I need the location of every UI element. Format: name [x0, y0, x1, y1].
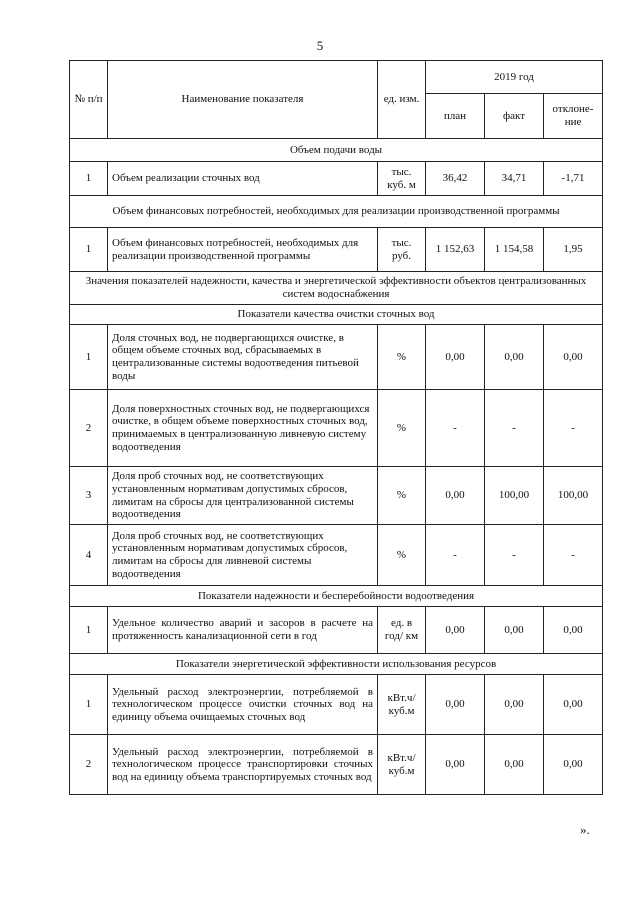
row-unit: ед. в год/ км [378, 607, 426, 654]
row-num: 2 [70, 390, 108, 467]
row-fact: 0,00 [485, 735, 544, 795]
header-deviation: отклоне-ние [544, 94, 603, 139]
row-deviation: 1,95 [544, 228, 603, 272]
header-plan: план [426, 94, 485, 139]
row-plan: 0,00 [426, 467, 485, 525]
row-unit: тыс. руб. [378, 228, 426, 272]
row-num: 1 [70, 607, 108, 654]
header-year: 2019 год [426, 61, 603, 94]
row-unit: кВт.ч/ куб.м [378, 675, 426, 735]
header-name: Наименование показателя [108, 61, 378, 139]
row-plan: 1 152,63 [426, 228, 485, 272]
row-fact: 0,00 [485, 607, 544, 654]
row-num: 4 [70, 525, 108, 586]
header-fact: факт [485, 94, 544, 139]
row-unit: % [378, 525, 426, 586]
closing-quote-mark: ». [580, 822, 590, 837]
row-name: Доля сточных вод, не подвергающихся очистке, в общем объеме сточных вод, сбрасываемых в централизованные системы водоотведения питьевой воды [108, 325, 378, 390]
row-fact: 0,00 [485, 675, 544, 735]
row-deviation: - [544, 525, 603, 586]
row-deviation: 0,00 [544, 325, 603, 390]
section-reliability-values: Значения показателей надежности, качества и энергетической эффективности объектов централизованных систем водоснабжения [70, 272, 603, 305]
row-name: Доля проб сточных вод, не соответствующих установленным нормативам допустимых сбросов, лимитам на сбросы для централизованной системы водоотведения [108, 467, 378, 525]
row-num: 1 [70, 675, 108, 735]
row-plan: 36,42 [426, 162, 485, 196]
row-name: Удельный расход электроэнергии, потребляемой в технологическом процессе транспортировки сточных вод на единицу объема транспортируемых сточных вод [108, 735, 378, 795]
row-unit: тыс. куб. м [378, 162, 426, 196]
section-water-supply: Объем подачи воды [70, 139, 603, 162]
row-fact: 0,00 [485, 325, 544, 390]
row-fact: 34,71 [485, 162, 544, 196]
header-num: № п/п [70, 61, 108, 139]
row-plan: - [426, 390, 485, 467]
row-name: Доля проб сточных вод, не соответствующих установленным нормативам допустимых сбросов, лимитам на сбросы для ливневой системы водоотведения [108, 525, 378, 586]
row-num: 1 [70, 325, 108, 390]
header-unit: ед. изм. [378, 61, 426, 139]
row-unit: кВт.ч/ куб.м [378, 735, 426, 795]
row-plan: 0,00 [426, 607, 485, 654]
row-num: 2 [70, 735, 108, 795]
page-number: 5 [316, 38, 324, 53]
row-unit: % [378, 467, 426, 525]
row-fact: 1 154,58 [485, 228, 544, 272]
row-name: Удельный расход электроэнергии, потребляемой в технологическом процессе очистки сточных вод на единицу объема очищаемых сточных вод [108, 675, 378, 735]
row-unit: % [378, 390, 426, 467]
row-deviation: - [544, 390, 603, 467]
row-plan: 0,00 [426, 325, 485, 390]
row-num: 1 [70, 162, 108, 196]
row-name: Доля поверхностных сточных вод, не подвергающихся очистке, в общем объеме поверхностных сточных вод, принимаемых в централизованную ливневую систему водоотведения [108, 390, 378, 467]
section-financial-needs: Объем финансовых потребностей, необходимых для реализации производственной программы [70, 196, 603, 228]
row-plan: - [426, 525, 485, 586]
row-name: Удельное количество аварий и засоров в расчете на протяженность канализационной сети в год [108, 607, 378, 654]
row-plan: 0,00 [426, 675, 485, 735]
row-name: Объем реализации сточных вод [108, 162, 378, 196]
row-deviation: 0,00 [544, 607, 603, 654]
row-deviation: 0,00 [544, 675, 603, 735]
row-deviation: -1,71 [544, 162, 603, 196]
section-treatment-quality: Показатели качества очистки сточных вод [70, 305, 603, 325]
row-deviation: 100,00 [544, 467, 603, 525]
row-fact: 100,00 [485, 467, 544, 525]
row-deviation: 0,00 [544, 735, 603, 795]
row-fact: - [485, 525, 544, 586]
row-unit: % [378, 325, 426, 390]
row-fact: - [485, 390, 544, 467]
row-plan: 0,00 [426, 735, 485, 795]
row-name: Объем финансовых потребностей, необходимых для реализации производственной программы [108, 228, 378, 272]
indicators-table [69, 60, 603, 795]
row-num: 1 [70, 228, 108, 272]
section-energy-efficiency: Показатели энергетической эффективности использования ресурсов [70, 654, 603, 675]
row-num: 3 [70, 467, 108, 525]
section-reliability: Показатели надежности и бесперебойности водоотведения [70, 586, 603, 607]
